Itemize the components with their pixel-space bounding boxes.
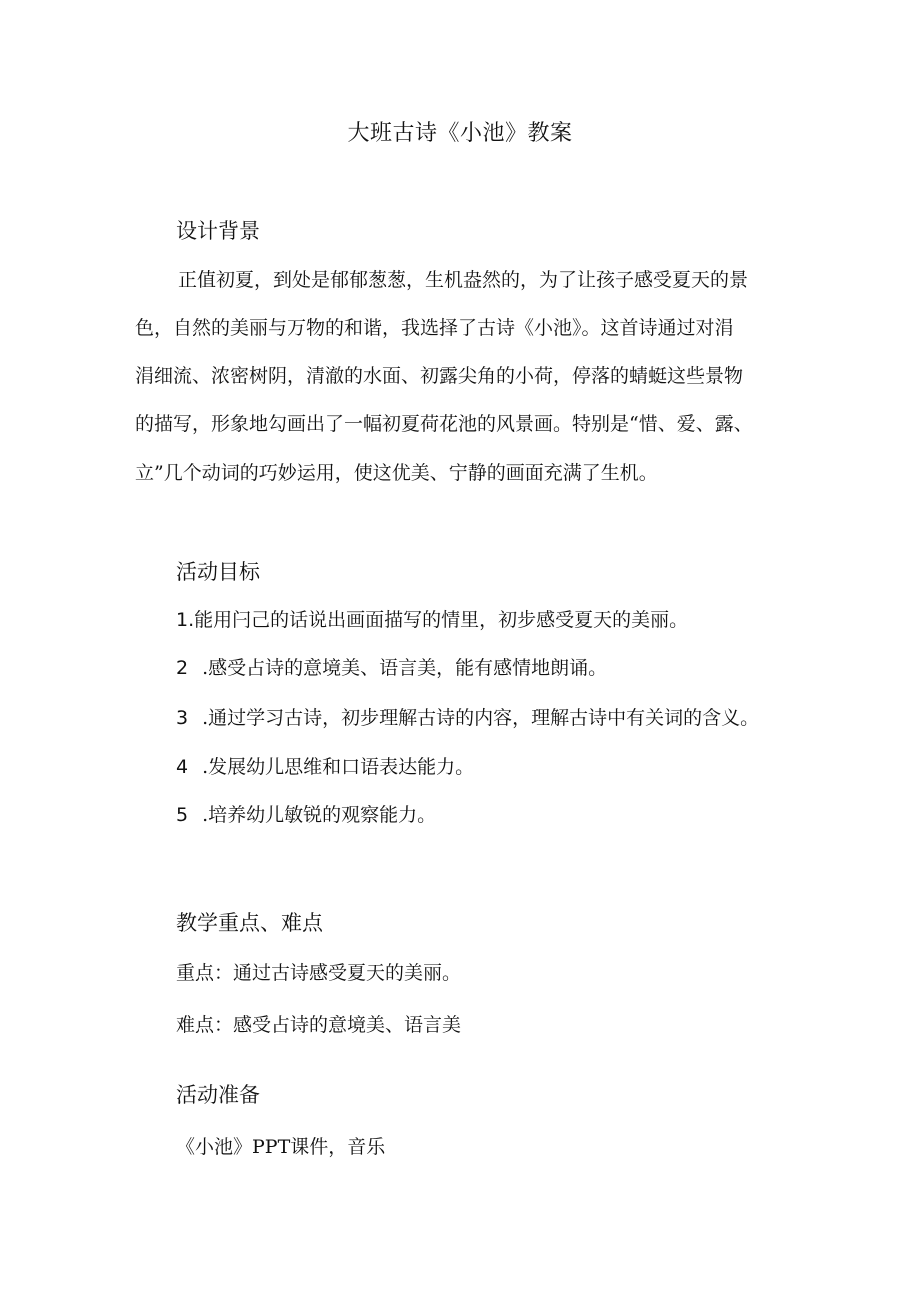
- goal-number: 3: [176, 707, 189, 729]
- goal-item: [176, 703, 759, 733]
- background-line-3: 涓细流、浓密树阴，清澈的水面、初露尖角的小荷，停落的蜻蜓这些景物: [135, 365, 744, 387]
- document-title: 大班古诗《小池》教案: [347, 121, 573, 146]
- goal-text: .发展幼儿思维和口语表达能力。: [202, 756, 475, 778]
- section-heading-preparation: 活动准备: [176, 1083, 260, 1107]
- goal-item: [176, 752, 474, 782]
- background-line-5: 立”几个动词的巧妙运用，使这优美、宁静的画面充满了生机。: [135, 462, 658, 484]
- section-heading-goals: 活动目标: [176, 560, 260, 584]
- section-heading-keypoints: 教学重点、难点: [176, 911, 323, 935]
- preparation-text: 《小池》PPT课件，音乐: [176, 1136, 386, 1158]
- difficulty-text: 难点：感受占诗的意境美、语言美: [176, 1014, 462, 1036]
- goal-number: 2: [176, 657, 189, 679]
- goal-number: 4: [176, 756, 189, 778]
- goal-item: [176, 605, 688, 635]
- goal-number: 1.: [176, 609, 195, 631]
- goal-item: [176, 800, 436, 830]
- section-heading-background: 设计背景: [176, 219, 260, 243]
- key-point-text: 重点：通过古诗感受夏天的美丽。: [176, 962, 462, 984]
- background-line-2: 色，自然的美丽与万物的和谐，我选择了古诗《小池》。这首诗通过对涓: [135, 317, 734, 339]
- goal-text: .通过学习古诗，初步理解古诗的内容，理解古诗中有关词的含义。: [202, 707, 760, 729]
- goal-item: [176, 653, 607, 683]
- goal-text: .培养幼儿敏锐的观察能力。: [202, 804, 437, 826]
- goal-text: .感受占诗的意境美、语言美，能有感情地朗诵。: [202, 657, 608, 679]
- goal-number: 5: [176, 804, 189, 826]
- background-line-4: 的描写，形象地勾画出了一幅初夏荷花池的风景画。特别是“惜、爱、露、: [135, 413, 753, 435]
- background-line-1: 正值初夏，到处是郁郁葱葱，生机盎然的，为了让孩子感受夏天的景: [178, 269, 749, 291]
- goal-text: 能用闩己的话说出画面描写的情里，初步感受夏天的美丽。: [194, 609, 689, 631]
